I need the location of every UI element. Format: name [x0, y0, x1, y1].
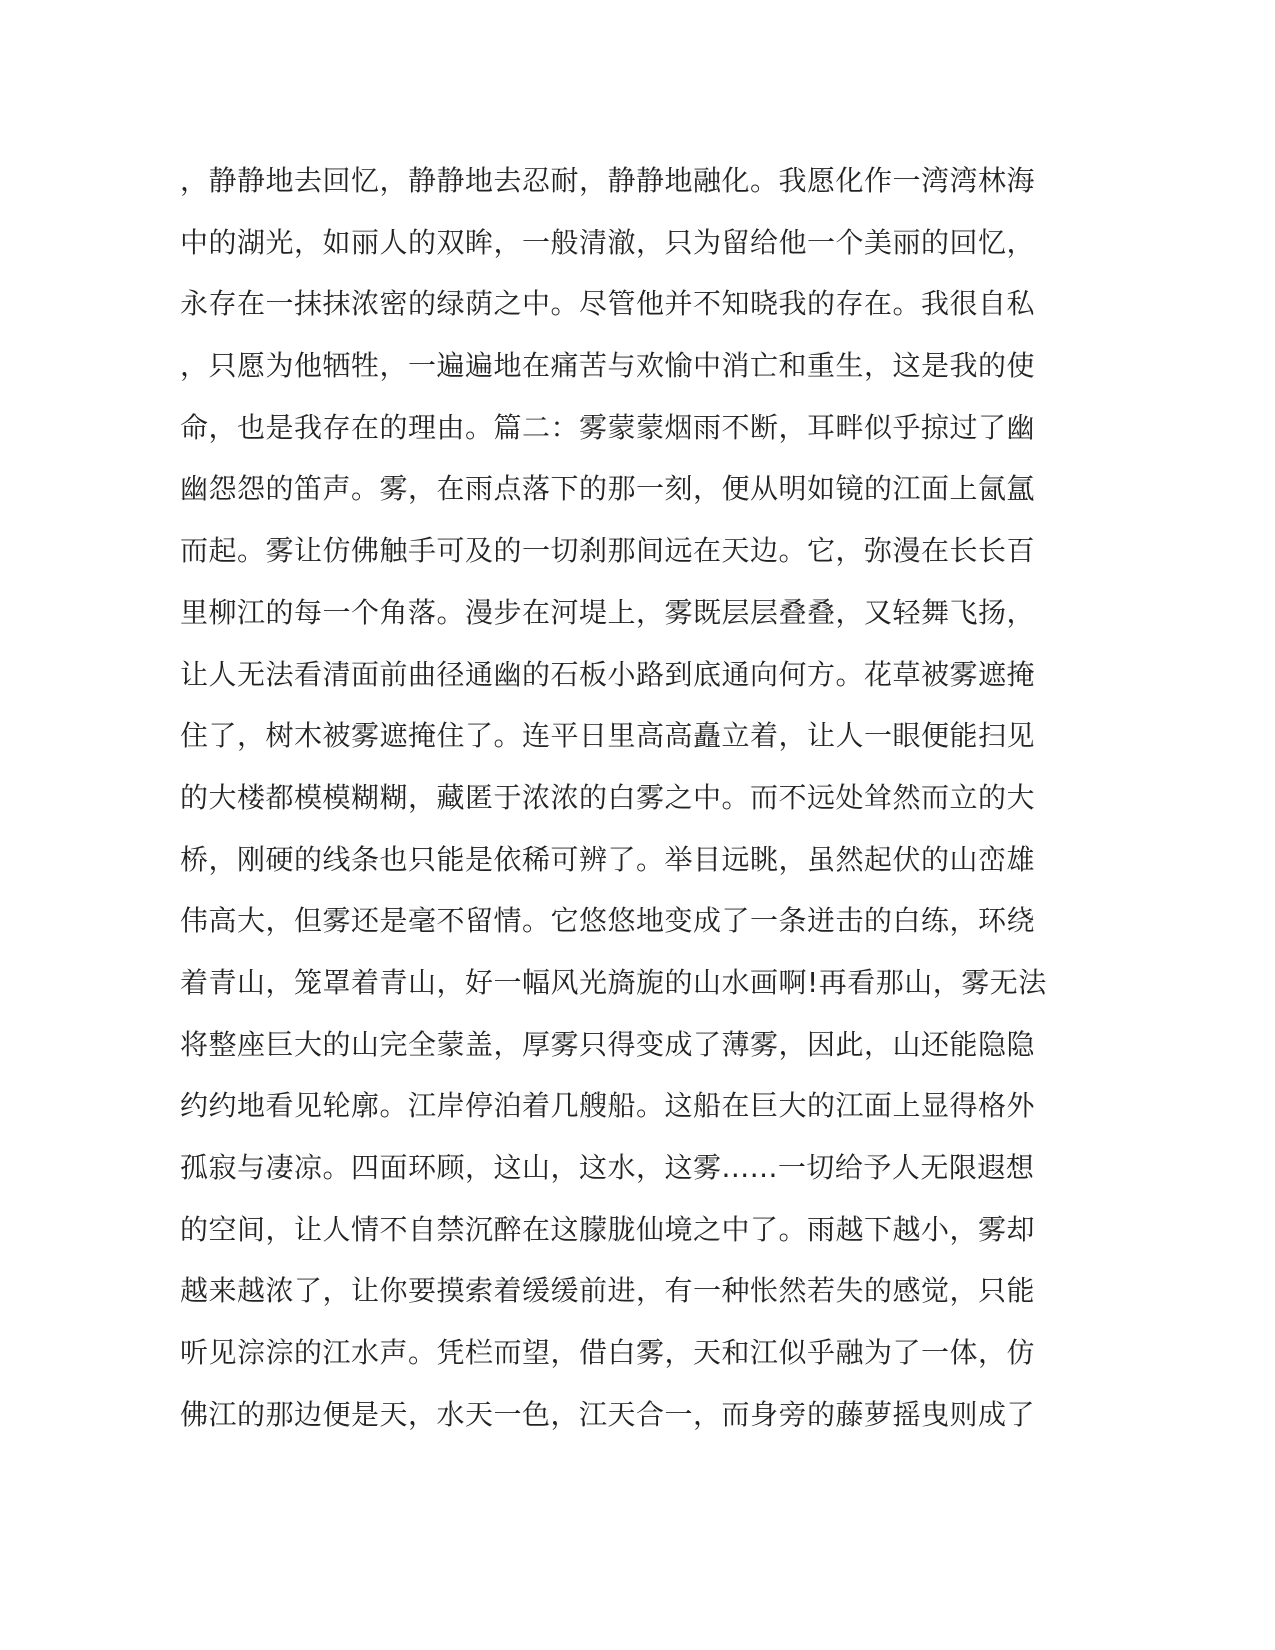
text-line: ，只愿为他牺牲，一遍遍地在痛苦与欢愉中消亡和重生，这是我的使: [180, 349, 1036, 383]
text-line: 让人无法看清面前曲径通幽的石板小路到底通向何方。花草被雾遮掩: [180, 657, 1036, 691]
text-line: 听见淙淙的江水声。凭栏而望，借白雾，天和江似乎融为了一体，仿: [180, 1336, 1036, 1370]
text-line: 幽怨怨的笛声。雾，在雨点落下的那一刻，便从明如镜的江面上氤氲: [180, 472, 1036, 506]
text-line: 桥，刚硬的线条也只能是依稀可辨了。举目远眺，虽然起伏的山峦雄: [180, 842, 1036, 876]
text-line: 命，也是我存在的理由。篇二：雾蒙蒙烟雨不断，耳畔似乎掠过了幽: [180, 410, 1036, 444]
text-line: 着青山，笼罩着青山，好一幅风光旖旎的山水画啊!再看那山，雾无法: [180, 965, 1047, 999]
text-line: 的大楼都模模糊糊，藏匿于浓浓的白雾之中。而不远处耸然而立的大: [180, 780, 1036, 814]
text-line: 永存在一抹抹浓密的绿荫之中。尽管他并不知晓我的存在。我很自私: [180, 287, 1036, 321]
text-line: 而起。雾让仿佛触手可及的一切刹那间远在天边。它，弥漫在长长百: [180, 534, 1036, 568]
text-line: 约约地看见轮廓。江岸停泊着几艘船。这船在巨大的江面上显得格外: [180, 1089, 1036, 1123]
text-line: 的空间，让人情不自禁沉醉在这朦胧仙境之中了。雨越下越小，雾却: [180, 1212, 1036, 1246]
text-line: 中的湖光，如丽人的双眸，一般清澈，只为留给他一个美丽的回忆，: [180, 225, 1036, 259]
text-line: 将整座巨大的山完全蒙盖，厚雾只得变成了薄雾，因此，山还能隐隐: [180, 1027, 1036, 1061]
text-line: 越来越浓了，让你要摸索着缓缓前进，有一种怅然若失的感觉，只能: [180, 1274, 1036, 1308]
text-line: 里柳江的每一个角落。漫步在河堤上，雾既层层叠叠，又轻舞飞扬，: [180, 595, 1036, 629]
text-line: 伟高大，但雾还是毫不留情。它悠悠地变成了一条迸击的白练，环绕: [180, 904, 1036, 938]
text-line: ，静静地去回忆，静静地去忍耐，静静地融化。我愿化作一湾湾林海: [180, 164, 1036, 197]
body-text: [180, 155, 1047, 1450]
text-line: 住了，树木被雾遮掩住了。连平日里高高矗立着，让人一眼便能扫见: [180, 719, 1036, 753]
text-line: 佛江的那边便是天，水天一色，江天合一，而身旁的藤萝摇曳则成了: [180, 1397, 1036, 1431]
text-line: 孤寂与凄凉。四面环顾，这山，这水，这雾......一切给予人无限遐想: [180, 1151, 1035, 1184]
